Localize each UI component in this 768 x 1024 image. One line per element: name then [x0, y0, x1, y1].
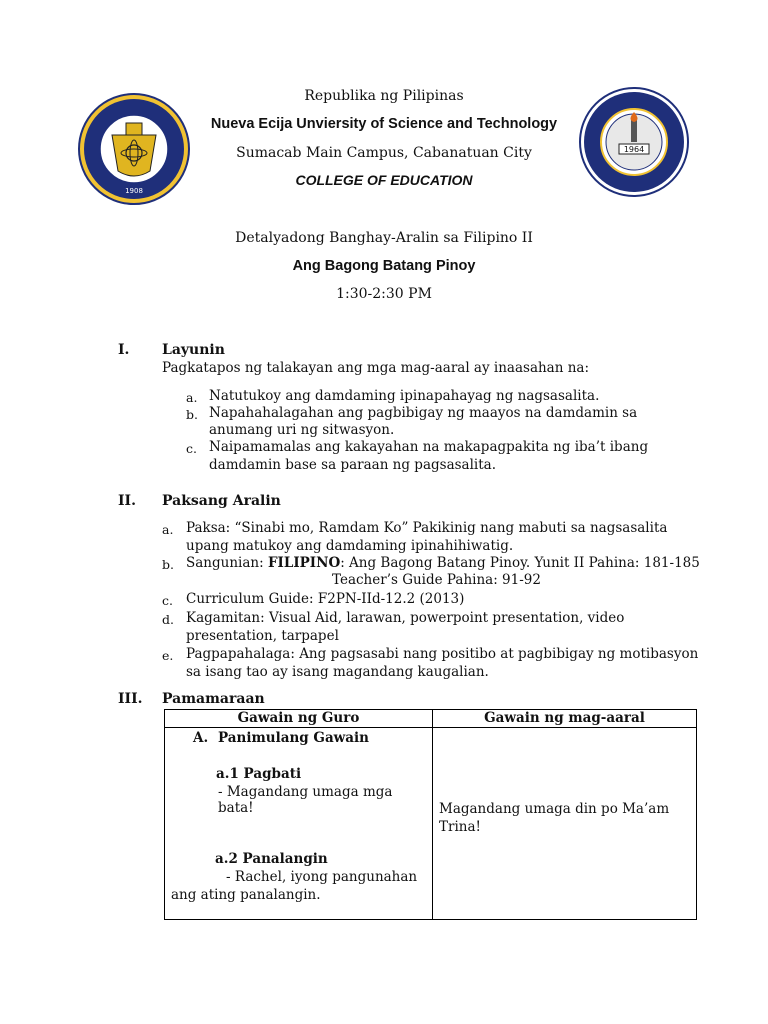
svg-text:1964: 1964	[623, 145, 645, 154]
topic-d-label: d.	[162, 612, 174, 627]
objective-c-text-line1: Naipamamalas ang kakayahan na makapagpakita ng iba’t ibang	[209, 439, 649, 455]
section-1-number: I.	[118, 342, 130, 358]
topic-d-line2: presentation, tarpapel	[186, 628, 339, 644]
table-row	[165, 728, 697, 920]
column-header-student: Gawain ng mag-aaral	[433, 710, 697, 728]
topic-a-line1: Paksa: “Sinabi mo, Ramdam Ko” Pakikinig nang mabuti sa nagsasalita	[186, 520, 668, 536]
greeting-text: - Magandang umaga mga bata!	[218, 784, 393, 816]
objective-b-label: b.	[186, 407, 198, 422]
lesson-time: 1:30-2:30 PM	[336, 286, 432, 302]
section-3-title: Pamamaraan	[162, 691, 265, 707]
topic-e-line2: sa isang tao ay isang magandang kaugalian.	[186, 664, 489, 680]
lesson-plan-title: Detalyadong Banghay-Aralin sa Filipino II	[235, 230, 533, 246]
topic-b-line2: Teacher’s Guide Pahina: 91-92	[332, 572, 541, 588]
lesson-topic-title: Ang Bagong Batang Pinoy	[292, 258, 476, 274]
greeting-title: a.1 Pagbati	[216, 766, 302, 782]
table-header-row	[165, 710, 697, 728]
section-2-title: Paksang Aralin	[162, 493, 281, 509]
topic-c-line1: Curriculum Guide: F2PN-IId-12.2 (2013)	[186, 591, 465, 607]
column-header-teacher: Gawain ng Guro	[165, 710, 433, 728]
student-activity-cell	[433, 728, 697, 920]
activity-a-title: Panimulang Gawain	[218, 730, 369, 746]
topic-e-line1: Pagpapahalaga: Ang pagsasabi nang positibo at pagbibigay ng motibasyon	[186, 646, 699, 662]
topic-a-line2: upang matukoy ang damdaming ipinahihiwatig.	[186, 538, 514, 554]
svg-text:1908: 1908	[125, 187, 143, 195]
topic-e-label: e.	[162, 648, 174, 663]
header-campus: Sumacab Main Campus, Cabanatuan City	[236, 145, 532, 161]
prayer-text-line1: - Rachel, iyong pangunahan	[226, 869, 418, 885]
objective-c-label: c.	[186, 441, 197, 456]
header-university: Nueva Ecija Unviersity of Science and Technology	[210, 116, 558, 132]
reference-subject: FILIPINO	[267, 555, 341, 571]
teacher-activity-cell	[165, 728, 433, 920]
procedure-table	[164, 709, 697, 920]
objective-a-label: a.	[186, 390, 198, 405]
objective-c-text-line2: damdamin base sa paraan ng pagsasalita.	[209, 457, 496, 473]
objective-b-text-line2: anumang uri ng sitwasyon.	[209, 422, 395, 438]
section-3-number: III.	[118, 691, 143, 707]
prayer-text-line2: ang ating panalangin.	[171, 887, 321, 903]
header-college: COLLEGE OF EDUCATION	[295, 172, 473, 188]
header-republic: Republika ng Pilipinas	[304, 88, 464, 104]
reference-rest: : Ang Bagong Batang Pinoy. Yunit II Pahina: 181-185	[340, 555, 700, 571]
student-response-line1: Magandang umaga din po Ma’am	[439, 801, 670, 817]
topic-d-line1: Kagamitan: Visual Aid, larawan, powerpoint presentation, video	[186, 610, 625, 626]
activity-a-label: A.	[193, 730, 209, 746]
topic-b-line1	[186, 555, 700, 572]
section-1-title: Layunin	[162, 342, 225, 358]
topic-a-label: a.	[162, 522, 174, 537]
topic-c-label: c.	[162, 593, 173, 608]
objective-b-text-line1: Napahahalagahan ang pagbibigay ng maayos na damdamin sa	[209, 405, 638, 421]
section-1-intro: Pagkatapos ng talakayan ang mga mag-aaral ay inaasahan na:	[162, 360, 590, 376]
prayer-title: a.2 Panalangin	[215, 851, 328, 867]
objective-a-text: Natutukoy ang damdaming ipinapahayag ng nagsasalita.	[209, 388, 600, 404]
topic-b-label: b.	[162, 557, 174, 572]
section-2-number: II.	[118, 493, 136, 509]
student-response-line2: Trina!	[439, 819, 481, 835]
reference-prefix: Sangunian:	[186, 555, 268, 571]
